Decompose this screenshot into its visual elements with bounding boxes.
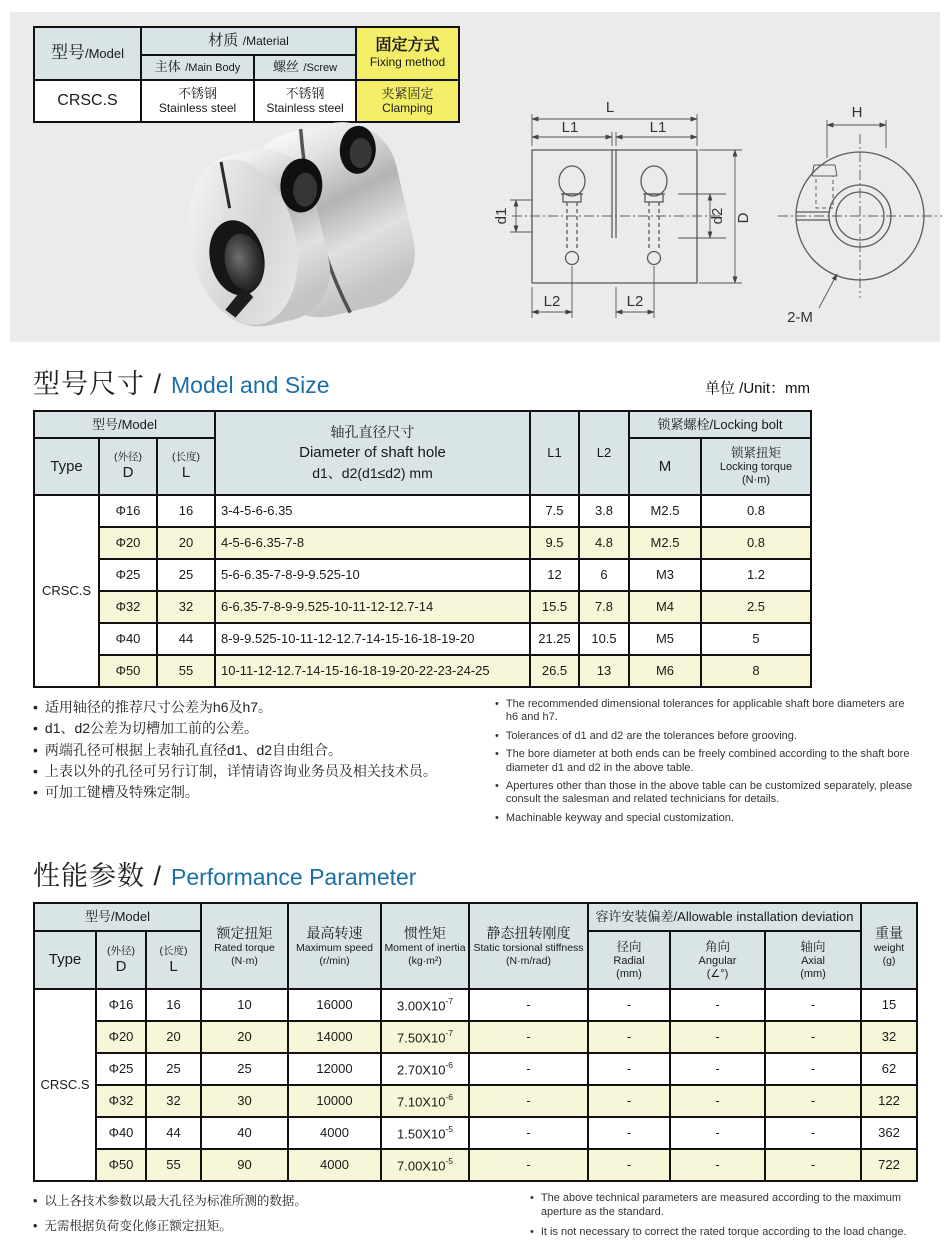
outer-diameter-cell: Φ40 bbox=[99, 623, 157, 655]
l1-cell: 21.25 bbox=[530, 623, 579, 655]
bolt-size-cell: M5 bbox=[629, 623, 701, 655]
shaft-hole-sizes-cell: 6-6.35-7-8-9-9.525-10-11-12-12.7-14 bbox=[215, 591, 530, 623]
outer-diameter-cell: Φ40 bbox=[96, 1117, 146, 1149]
outer-diameter-cell: Φ20 bbox=[96, 1021, 146, 1053]
note-text: The recommended dimensional tolerances for applicable shaft bore diameters are h6 and h7. bbox=[505, 698, 905, 724]
pf-header-d: (外径) D bbox=[96, 931, 146, 989]
l2-cell: 10.5 bbox=[579, 623, 629, 655]
bullet-icon: • bbox=[33, 741, 38, 758]
bolt-size-cell: M4 bbox=[629, 591, 701, 623]
axial-deviation-cell: - bbox=[765, 1053, 861, 1085]
ms-header-l2: L2 bbox=[579, 411, 629, 495]
performance-table bbox=[33, 902, 918, 1182]
outer-diameter-cell: Φ20 bbox=[99, 527, 157, 559]
rated-torque-cell: 40 bbox=[201, 1117, 288, 1149]
note-item bbox=[495, 748, 917, 775]
weight-cell: 722 bbox=[861, 1149, 917, 1181]
axial-deviation-cell: - bbox=[765, 1021, 861, 1053]
pf-header-l: (长度) L bbox=[146, 931, 201, 989]
product-photo bbox=[153, 114, 438, 344]
model-type-cell: CRSC.S bbox=[34, 495, 99, 687]
outer-diameter-cell: Φ32 bbox=[96, 1085, 146, 1117]
radial-deviation-cell: - bbox=[588, 989, 670, 1021]
bullet-icon: • bbox=[530, 1225, 534, 1238]
spec-model-header bbox=[34, 27, 141, 80]
shaft-hole-sizes-cell: 4-5-6-6.35-7-8 bbox=[215, 527, 530, 559]
ms-header-shaft-hole: 轴孔直径尺寸 Diameter of shaft hole d1、d2(d1≤d2) mm bbox=[215, 411, 530, 495]
stiffness-cell: - bbox=[469, 1085, 588, 1117]
note-item bbox=[33, 1217, 530, 1236]
model-size-table bbox=[33, 410, 812, 688]
dim-label-L: L bbox=[605, 99, 615, 116]
max-speed-cell: 10000 bbox=[288, 1085, 381, 1117]
model-label-cn: 型号 bbox=[50, 43, 85, 63]
locking-torque-cell: 8 bbox=[701, 655, 811, 687]
length-cell: 25 bbox=[146, 1053, 201, 1085]
pf-header-model: 型号/Model bbox=[34, 903, 201, 931]
spec-screw-material: 不锈钢 Stainless steel bbox=[254, 80, 356, 122]
note-item bbox=[33, 1192, 530, 1211]
shaft-hole-sizes-cell: 8-9-9.525-10-11-12-12.7-14-15-16-18-19-20 bbox=[215, 623, 530, 655]
note-text: Machinable keyway and special customization. bbox=[505, 811, 734, 824]
rated-torque-cell: 10 bbox=[201, 989, 288, 1021]
outer-diameter-cell: Φ32 bbox=[99, 591, 157, 623]
note-text: The bore diameter at both ends can be freely combined according to the shaft bore diameter d1 and d2 in the above table. bbox=[505, 748, 910, 774]
axial-deviation-cell: - bbox=[765, 1117, 861, 1149]
note-item bbox=[495, 698, 917, 725]
l1-cell: 9.5 bbox=[530, 527, 579, 559]
l1-cell: 15.5 bbox=[530, 591, 579, 623]
bullet-icon: • bbox=[33, 699, 38, 715]
shaft-hole-sizes-cell: 5-6-6.35-7-8-9-9.525-10 bbox=[215, 559, 530, 591]
shaft-hole-sizes-cell: 3-4-5-6-6.35 bbox=[215, 495, 530, 527]
bullet-icon: • bbox=[495, 780, 499, 793]
pf-header-inertia: 惯性矩 Moment of inertia (kg·m²) bbox=[381, 903, 469, 989]
dim-label-d2: d2 bbox=[709, 207, 726, 225]
spec-mainbody-header: 主体 /Main Body bbox=[141, 55, 254, 80]
bullet-icon: • bbox=[33, 762, 38, 779]
stiffness-cell: - bbox=[469, 1117, 588, 1149]
outer-diameter-cell: Φ25 bbox=[96, 1053, 146, 1085]
table-row bbox=[34, 989, 917, 1021]
locking-torque-cell: 0.8 bbox=[701, 495, 811, 527]
notes2-chinese bbox=[33, 1192, 530, 1245]
length-cell: 32 bbox=[146, 1085, 201, 1117]
table-row bbox=[34, 1149, 917, 1181]
inertia-cell: $7.50X10^{-7}$ bbox=[381, 1021, 469, 1053]
note-text: It is not necessary to correct the rated torque according to the load change. bbox=[540, 1225, 907, 1238]
length-cell: 20 bbox=[146, 1021, 201, 1053]
dim-label-2M: 2-M bbox=[787, 309, 813, 326]
spec-model-value: CRSC.S bbox=[34, 80, 141, 122]
stiffness-cell: - bbox=[469, 1053, 588, 1085]
axial-deviation-cell: - bbox=[765, 1085, 861, 1117]
ms-header-model: 型号/Model bbox=[34, 411, 215, 438]
note-item bbox=[33, 762, 495, 781]
dim-label-d1: d1 bbox=[493, 207, 510, 225]
table-row bbox=[34, 623, 811, 655]
spec-material-header: 材质 /Material bbox=[141, 27, 356, 55]
angular-deviation-cell: - bbox=[670, 1149, 765, 1181]
stiffness-cell: - bbox=[469, 1021, 588, 1053]
rated-torque-cell: 30 bbox=[201, 1085, 288, 1117]
ms-header-d: (外径) D bbox=[99, 438, 157, 495]
spec-fixing-header: 固定方式 Fixing method bbox=[356, 27, 459, 80]
length-cell: 20 bbox=[157, 527, 215, 559]
pf-header-radial: 径向 Radial (mm) bbox=[588, 931, 670, 989]
rated-torque-cell: 90 bbox=[201, 1149, 288, 1181]
inertia-cell: $1.50X10^{-5}$ bbox=[381, 1117, 469, 1149]
weight-cell: 62 bbox=[861, 1053, 917, 1085]
locking-torque-cell: 2.5 bbox=[701, 591, 811, 623]
weight-cell: 15 bbox=[861, 989, 917, 1021]
ms-header-m: M bbox=[629, 438, 701, 495]
radial-deviation-cell: - bbox=[588, 1085, 670, 1117]
note-item bbox=[33, 719, 495, 738]
bullet-icon: • bbox=[33, 1194, 38, 1209]
table-row bbox=[34, 1053, 917, 1085]
note-text: d1、d2公差为切槽加工前的公差。 bbox=[44, 720, 259, 737]
table-row bbox=[34, 655, 811, 687]
pf-header-weight: 重量 weight (g) bbox=[861, 903, 917, 989]
note-text: 两端孔径可根据上表轴孔直径d1、d2自由组合。 bbox=[44, 741, 343, 758]
l1-cell: 12 bbox=[530, 559, 579, 591]
locking-torque-cell: 0.8 bbox=[701, 527, 811, 559]
weight-cell: 362 bbox=[861, 1117, 917, 1149]
axial-deviation-cell: - bbox=[765, 1149, 861, 1181]
inertia-cell: $3.00X10^{-7}$ bbox=[381, 989, 469, 1021]
length-cell: 16 bbox=[157, 495, 215, 527]
shaft-hole-sizes-cell: 10-11-12-12.7-14-15-16-18-19-20-22-23-24-25 bbox=[215, 655, 530, 687]
dim-label-D: D bbox=[735, 212, 752, 224]
pf-header-deviation: 容许安装偏差/Allowable installation deviation bbox=[588, 903, 861, 931]
length-cell: 16 bbox=[146, 989, 201, 1021]
note-item bbox=[495, 812, 917, 825]
length-cell: 32 bbox=[157, 591, 215, 623]
performance-tbody bbox=[34, 989, 917, 1181]
l2-cell: 7.8 bbox=[579, 591, 629, 623]
spec-screw-header: 螺丝 /Screw bbox=[254, 55, 356, 80]
ms-header-torque: 锁紧扭矩 Locking torque (N·m) bbox=[701, 438, 811, 495]
note-item bbox=[33, 741, 495, 760]
radial-deviation-cell: - bbox=[588, 1149, 670, 1181]
l2-cell: 3.8 bbox=[579, 495, 629, 527]
bolt-size-cell: M2.5 bbox=[629, 495, 701, 527]
weight-cell: 122 bbox=[861, 1085, 917, 1117]
angular-deviation-cell: - bbox=[670, 1021, 765, 1053]
radial-deviation-cell: - bbox=[588, 1021, 670, 1053]
length-cell: 55 bbox=[157, 655, 215, 687]
max-speed-cell: 4000 bbox=[288, 1117, 381, 1149]
note-text: 可加工键槽及特殊定制。 bbox=[44, 784, 199, 801]
angular-deviation-cell: - bbox=[670, 1085, 765, 1117]
table-row bbox=[34, 1085, 917, 1117]
dim-label-L2-right: L2 bbox=[626, 293, 644, 310]
section1-title-cn: 型号尺寸 / bbox=[33, 369, 163, 399]
l2-cell: 13 bbox=[579, 655, 629, 687]
section2-title-en: Performance Parameter bbox=[171, 864, 417, 891]
bullet-icon: • bbox=[33, 784, 38, 801]
ms-header-l: (长度) L bbox=[157, 438, 215, 495]
radial-deviation-cell: - bbox=[588, 1053, 670, 1085]
weight-cell: 32 bbox=[861, 1021, 917, 1053]
note-item bbox=[495, 730, 917, 743]
unit-label: 单位 /Unit：mm bbox=[704, 380, 810, 397]
dim-label-L1-left: L1 bbox=[561, 119, 579, 136]
bullet-icon: • bbox=[530, 1192, 534, 1205]
inertia-cell: $2.70X10^{-6}$ bbox=[381, 1053, 469, 1085]
ms-header-locking-bolt: 锁紧螺栓/Locking bolt bbox=[629, 411, 811, 438]
pf-header-axial: 轴向 Axial (mm) bbox=[765, 931, 861, 989]
rated-torque-cell: 20 bbox=[201, 1021, 288, 1053]
note-item bbox=[33, 783, 495, 802]
l1-cell: 7.5 bbox=[530, 495, 579, 527]
notes1-english bbox=[495, 698, 917, 830]
max-speed-cell: 4000 bbox=[288, 1149, 381, 1181]
outer-diameter-cell: Φ25 bbox=[99, 559, 157, 591]
note-text: 上表以外的孔径可另行订制，详情请咨询业务员及相关技术员。 bbox=[44, 762, 437, 779]
outer-diameter-cell: Φ50 bbox=[96, 1149, 146, 1181]
note-text: Apertures other than those in the above table can be customized separately, please consult the salesman and related technicians for details. bbox=[505, 780, 913, 806]
table-row bbox=[34, 1117, 917, 1149]
note-item bbox=[530, 1226, 917, 1240]
bolt-size-cell: M3 bbox=[629, 559, 701, 591]
model-type-cell: CRSC.S bbox=[34, 989, 96, 1181]
max-speed-cell: 14000 bbox=[288, 1021, 381, 1053]
outer-diameter-cell: Φ16 bbox=[96, 989, 146, 1021]
max-speed-cell: 12000 bbox=[288, 1053, 381, 1085]
length-cell: 55 bbox=[146, 1149, 201, 1181]
locking-torque-cell: 1.2 bbox=[701, 559, 811, 591]
inertia-cell: $7.00X10^{-5}$ bbox=[381, 1149, 469, 1181]
table-row bbox=[34, 1021, 917, 1053]
radial-deviation-cell: - bbox=[588, 1117, 670, 1149]
model-size-notes bbox=[33, 698, 917, 830]
table-row bbox=[34, 527, 811, 559]
length-cell: 44 bbox=[157, 623, 215, 655]
note-item bbox=[530, 1192, 917, 1220]
angular-deviation-cell: - bbox=[670, 1053, 765, 1085]
table-row bbox=[34, 559, 811, 591]
hero-section bbox=[10, 12, 940, 342]
stiffness-cell: - bbox=[469, 989, 588, 1021]
note-text: 以上各技术参数以最大孔径为标准所测的数据。 bbox=[44, 1194, 307, 1209]
note-text: 适用轴径的推荐尺寸公差为h6及h7。 bbox=[44, 699, 273, 715]
pf-header-max-speed: 最高转速 Maximum speed (r/min) bbox=[288, 903, 381, 989]
spec-table bbox=[33, 26, 460, 123]
pf-header-type: Type bbox=[34, 931, 96, 989]
pf-header-angular: 角向 Angular (∠°) bbox=[670, 931, 765, 989]
l2-cell: 6 bbox=[579, 559, 629, 591]
spec-body-material: 不锈钢 Stainless steel bbox=[141, 80, 254, 122]
bullet-icon: • bbox=[33, 1219, 38, 1233]
angular-deviation-cell: - bbox=[670, 989, 765, 1021]
dimension-drawing bbox=[482, 88, 944, 338]
note-item bbox=[33, 698, 495, 717]
outer-diameter-cell: Φ16 bbox=[99, 495, 157, 527]
performance-notes bbox=[33, 1192, 917, 1245]
l1-cell: 26.5 bbox=[530, 655, 579, 687]
table-row bbox=[34, 495, 811, 527]
spec-fixing-value: 夹紧固定 Clamping bbox=[356, 80, 459, 122]
length-cell: 44 bbox=[146, 1117, 201, 1149]
bullet-icon: • bbox=[495, 698, 499, 710]
section2-title-cn: 性能参数 / bbox=[33, 861, 163, 892]
locking-torque-cell: 5 bbox=[701, 623, 811, 655]
bolt-size-cell: M6 bbox=[629, 655, 701, 687]
bullet-icon: • bbox=[33, 720, 38, 737]
pf-header-rated-torque: 额定扭矩 Rated torque (N·m) bbox=[201, 903, 288, 989]
note-text: 无需根据负荷变化修正额定扭矩。 bbox=[44, 1219, 232, 1233]
model-label-en: /Model bbox=[84, 46, 125, 62]
bullet-icon: • bbox=[495, 748, 499, 761]
rated-torque-cell: 25 bbox=[201, 1053, 288, 1085]
section1-title-en: Model and Size bbox=[171, 372, 330, 398]
bullet-icon: • bbox=[495, 729, 499, 742]
notes2-english bbox=[530, 1192, 917, 1245]
dim-label-L2-left: L2 bbox=[543, 293, 561, 310]
dim-label-H: H bbox=[851, 104, 863, 121]
axial-deviation-cell: - bbox=[765, 989, 861, 1021]
ms-header-l1: L1 bbox=[530, 411, 579, 495]
ms-header-type: Type bbox=[34, 438, 99, 495]
dim-label-L1-right: L1 bbox=[649, 119, 667, 136]
table-row bbox=[34, 591, 811, 623]
bullet-icon: • bbox=[495, 811, 499, 824]
pf-header-stiffness: 静态扭转刚度 Static torsional stiffness (N·m/rad) bbox=[469, 903, 588, 989]
outer-diameter-cell: Φ50 bbox=[99, 655, 157, 687]
notes1-chinese bbox=[33, 698, 495, 830]
stiffness-cell: - bbox=[469, 1149, 588, 1181]
inertia-cell: $7.10X10^{-6}$ bbox=[381, 1085, 469, 1117]
max-speed-cell: 16000 bbox=[288, 989, 381, 1021]
section-model-size-header bbox=[33, 362, 810, 401]
length-cell: 25 bbox=[157, 559, 215, 591]
note-text: Tolerances of d1 and d2 are the tolerances before grooving. bbox=[505, 729, 797, 742]
model-size-tbody bbox=[34, 495, 811, 687]
section-performance-header bbox=[33, 854, 916, 893]
note-item bbox=[495, 780, 917, 807]
angular-deviation-cell: - bbox=[670, 1117, 765, 1149]
bolt-size-cell: M2.5 bbox=[629, 527, 701, 559]
l2-cell: 4.8 bbox=[579, 527, 629, 559]
note-text: The above technical parameters are measured according to the maximum aperture as the standard. bbox=[540, 1192, 901, 1218]
